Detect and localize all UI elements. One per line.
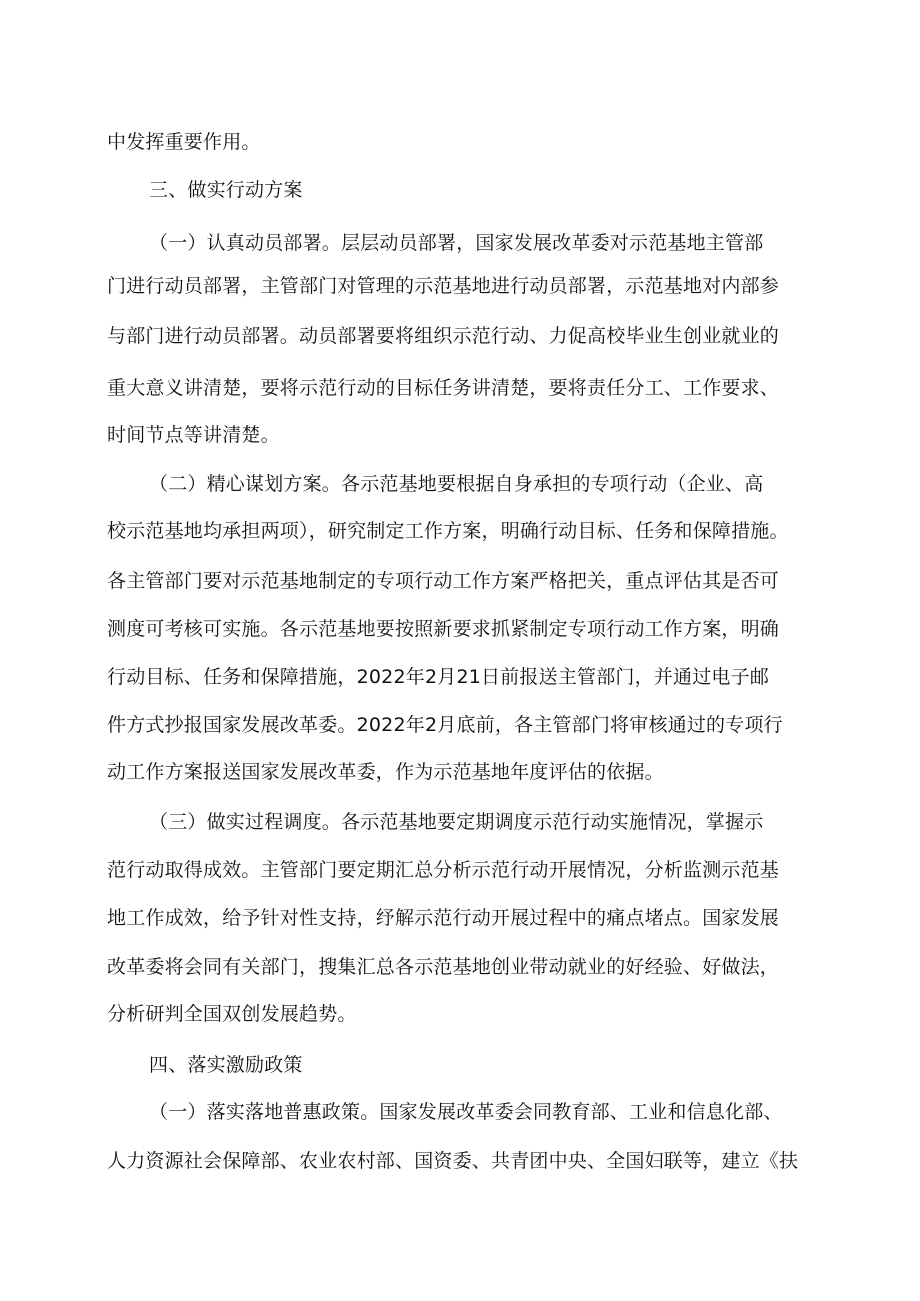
text-line: 改革委将会同有关部门，搜集汇总各示范基地创业带动就业的好经验、好做法， <box>107 956 780 978</box>
text-line: 动工作方案报送国家发展改革委，作为示范基地年度评估的依据。 <box>107 761 664 783</box>
text-line: （二）精心谋划方案。各示范基地要根据自身承担的专项行动（企业、高 <box>149 473 764 495</box>
text-line: （一）落实落地普惠政策。国家发展改革委会同教育部、工业和信息化部、 <box>149 1101 783 1123</box>
text-line: 各主管部门要对示范基地制定的专项行动工作方案严格把关，重点评估其是否可 <box>107 570 780 592</box>
section-heading: 三、做实行动方案 <box>149 179 303 201</box>
text-line: 行动目标、任务和保障措施，2022年2月21日前报送主管部门，并通过电子邮 <box>107 666 770 688</box>
text-line: 重大意义讲清楚，要将示范行动的目标任务讲清楚，要将责任分工、工作要求、 <box>107 377 780 399</box>
text-line: 门进行动员部署，主管部门对管理的示范基地进行动员部署，示范基地对内部参 <box>107 275 780 297</box>
text-line: 人力资源社会保障部、农业农村部、国资委、共青团中央、全国妇联等，建立《扶 <box>107 1150 799 1172</box>
text-line: 地工作成效，给予针对性支持，纾解示范行动开展过程中的痛点堵点。国家发展 <box>107 907 780 929</box>
text-line: 中发挥重要作用。 <box>107 131 261 153</box>
text-line: 校示范基地均承担两项），研究制定工作方案，明确行动目标、任务和保障措施。 <box>107 520 789 542</box>
text-line: 与部门进行动员部署。动员部署要将组织示范行动、力促高校毕业生创业就业的 <box>107 325 780 347</box>
text-line: 测度可考核可实施。各示范基地要按照新要求抓紧制定专项行动工作方案，明确 <box>107 618 780 640</box>
text-line: （一）认真动员部署。层层动员部署，国家发展改革委对示范基地主管部 <box>149 232 764 254</box>
text-line: 分析研判全国双创发展趋势。 <box>107 1003 357 1025</box>
text-line: 时间节点等讲清楚。 <box>107 424 280 446</box>
text-line: 件方式抄报国家发展改革委。2022年2月底前，各主管部门将审核通过的专项行 <box>107 714 783 736</box>
section-heading: 四、落实激励政策 <box>149 1054 303 1076</box>
text-line: 范行动取得成效。主管部门要定期汇总分析示范行动开展情况，分析监测示范基 <box>107 859 780 881</box>
text-line: （三）做实过程调度。各示范基地要定期调度示范行动实施情况，掌握示 <box>149 811 764 833</box>
